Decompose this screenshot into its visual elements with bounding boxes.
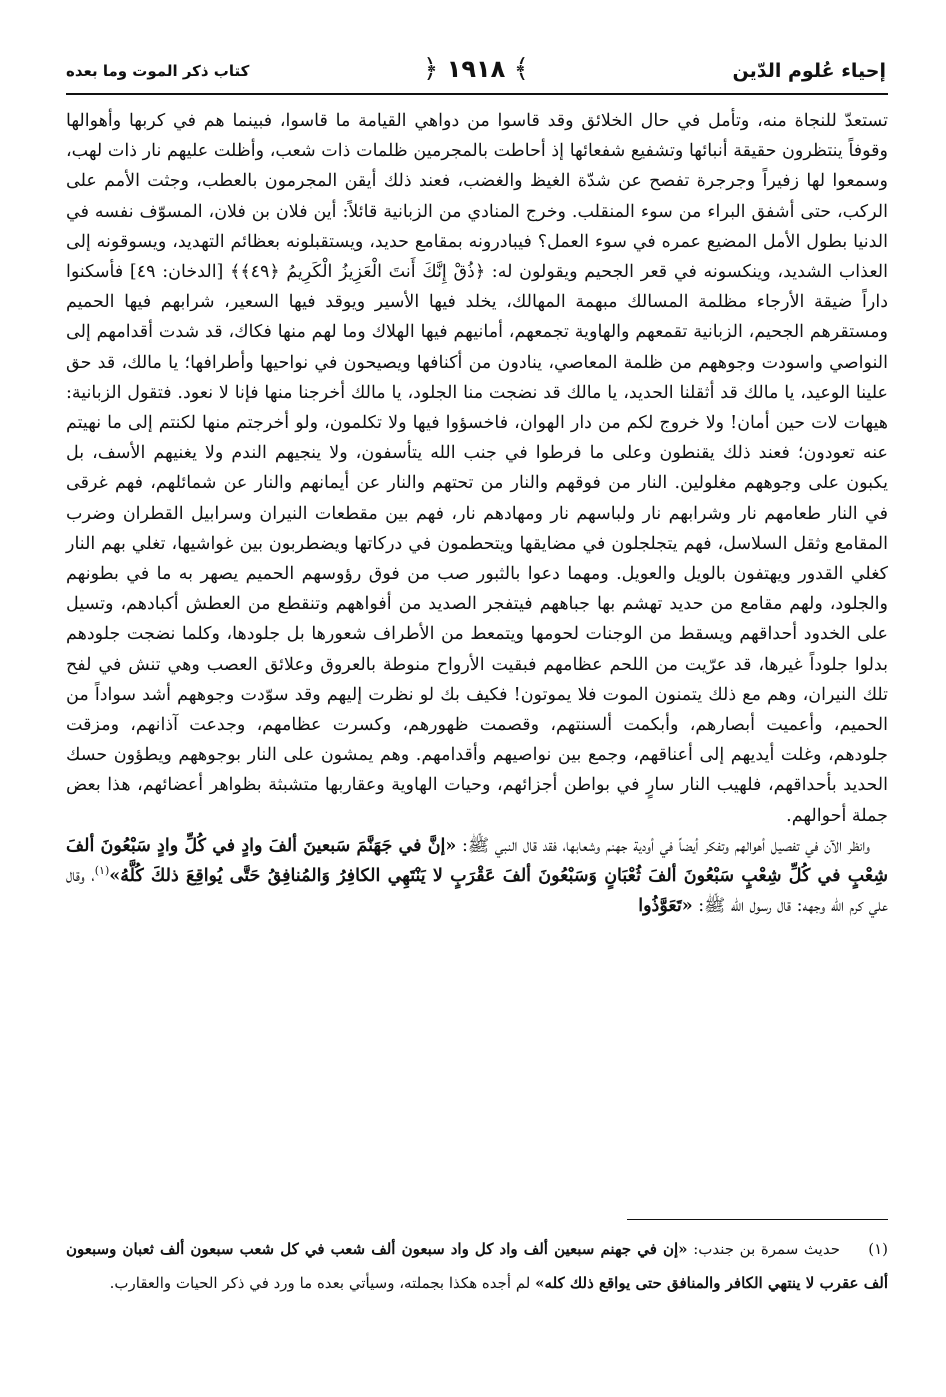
footnote-reference[interactable]: (١) bbox=[94, 864, 110, 878]
footnote-divider bbox=[627, 1219, 888, 1220]
paragraph-2 bbox=[66, 831, 888, 922]
page-number-brace-right: ﴾ bbox=[513, 54, 529, 84]
hadith-quote-start: «تَعَوَّذُوا bbox=[638, 896, 693, 917]
footnote-number: (١) bbox=[868, 1240, 888, 1258]
footnote-lead: حديث سمرة بن جندب: bbox=[687, 1240, 840, 1258]
page-number-value: ١٩١٨ bbox=[446, 55, 506, 83]
paragraph-2-continuation: ، وقال علي كرم الله وجهه: قال رسول الله ﷺ: bbox=[66, 866, 888, 917]
paragraph-1: تستعدّ للنجاة منه، وتأمل في حال الخلائق وقد قاسوا من دواهي القيامة ما قاسوا، فبينما هم في كربها وأهوالها وقوفاً ينتظرون حقيقة أنبائها وتشفيع شفعائها إذ أحاطت بالمجرمين ظلمات ذات شعب، وأظلت عليهم نار ذات لهب، وسمعوا لها زفيراً وجرجرة تفصح عن شدّة الغيظ والغضب، فعند ذلك أيقن المجرمون بالعطب، وجثت الأمم على الركب، حتى أشفق البراء من سوء المنقلب. وخرج المنادي من الزبانية قائلاً: أين فلان بن فلان، المسوّف نفسه في الدنيا بطول الأمل المضيع عمره في سوء العمل؟ فيبادرونه بمقامع حديد، ويستقبلونه بعظائم التهديد، ويسوقونه إلى العذاب الشديد، وينكسونه في قعر الجحيم ويقولون له: ﴿ذُقْ إِنَّكَ أَنتَ الْعَزِيزُ الْكَرِيمُ ﴿٤٩﴾﴾ [الدخان: ٤٩] فأسكنوا داراً ضيقة الأرجاء مظلمة المسالك مبهمة المهالك، يخلد فيها الأسير ويوقد فيها السعير، شرابهم فيها الحميم ومستقرهم الجحيم، الزبانية تقمعهم والهاوية تجمعهم، أمانيهم فيها الهلاك وما لهم منها فكاك، قد شدت أقدامهم إلى النواصي واسودت وجوههم من ظلمة المعاصي، ينادون من أكنافها ويصيحون في نواحيها وأطرافها؛ يا مالك، قد حق علينا الوعيد، يا مالك قد أثقلنا الحديد، يا مالك قد نضجت منا الجلود، يا مالك أخرجنا منها فإنا لا نعود. فتقول الزبانية: هيهات لات حين أمان! ولا خروج لكم من دار الهوان، فاخسؤوا فيها ولا تكلمون، ولو أخرجتم منها لكنتم إلى ما نهيتم عنه تعودون؛ فعند ذلك يقنطون وعلى ما فرطوا في جنب الله يتأسفون، ولا ينجيهم الندم ولا يغنيهم الأسف، بل يكبون على وجوههم مغلولين. النار من فوقهم والنار من تحتهم والنار عن أيمانهم والنار عن شمائلهم، فهم غرقى في النار طعامهم نار وشرابهم نار ولباسهم نار ومهادهم نار، فهم بين مقطعات النيران وسرابيل القطران وضرب المقامع وثقل السلاسل، فهم يتجلجلون في مضايقها ويتحطمون في دركاتها ويضطربون بين غواشيها، تغلي بهم النار كغلي القدور ويهتفون بالويل والعويل. ومهما دعوا بالثبور صب من فوق رؤوسهم الحميم يصهر به ما في بطونهم والجلود، ولهم مقامع من حديد تهشم بها جباههم فيتفجر الصديد من أفواههم وتنقطع من العطش أكبادهم، وتسيل على الخدود أحداقهم ويسقط من الوجنات لحومها ويتمعط من الأطراف شعورها بل جلودها، وكلما نضجت جلودهم بدلوا جلوداً غيرها، قد عرّيت من اللحم عظامهم فبقيت الأرواح منوطة بالعروق وعلائق العصب وهي تنش في لفح تلك النيران، وهم مع ذلك يتمنون الموت فلا يموتون! فكيف بك لو نظرت إليهم وقد سوّدت وجوههم أشد سواداً من الحميم، وأعميت أبصارهم، وأبكمت ألسنتهم، وقصمت ظهورهم، وكسرت عظامهم، وجدعت آذانهم، ومزقت جلودهم، وغلت أيديهم إلى أعناقهم، وجمع بين نواصيهم وأقدامهم. وهم يمشون على النار بوجوههم ويطؤون حسك الحديد بأحداقهم، فلهيب النار سارٍ في بواطن أجزائهم، وحيات الهاوية وعقاربها متشبثة بظواهر أعضائهم، هذا بعض جملة أحوالهم. bbox=[66, 111, 888, 826]
chapter-title: كتاب ذكر الموت وما بعده bbox=[66, 62, 250, 80]
main-text bbox=[66, 106, 888, 921]
page-header bbox=[66, 50, 886, 90]
page-number-brace-left: ﴿ bbox=[423, 54, 439, 84]
paragraph-2-intro: وانظر الآن في تفصيل أهوالهم وتفكر أيضاً في أودية جهنم وشعابها، فقد قال النبي ﷺ: bbox=[456, 835, 870, 856]
page-number bbox=[423, 54, 529, 84]
book-title: إحياء عُلوم الدّين bbox=[732, 60, 886, 82]
footnote-hadith: «إن في جهنم سبعين ألف واد كل واد سبعون ألف شعب في كل شعب سبعون ألف ثعبان وسبعون ألف عقرب لا ينتهي الكافر والمنافق حتى يواقع ذلك كله» bbox=[66, 1240, 888, 1292]
header-divider bbox=[66, 93, 888, 95]
hadith-quote: «إنَّ في جَهَنَّمَ سَبعينَ ألفَ وادٍ في كُلِّ وادٍ سَبْعُونَ ألفَ شِعْبٍ في كُلِّ شِعْبٍ سَبْعُونَ ألفَ ثُعْبَانٍ وَسَبْعُونَ ألفَ عَقْرَبٍ لا يَنْتَهِي الكافِرُ وَالمُنافِقُ حَتَّى يُواقِعَ ذلكَ كُلَّهُ» bbox=[66, 835, 889, 887]
footnote-rest: لم أجده هكذا بجملته، وسيأتي بعده ما ورد في ذكر الحيات والعقارب. bbox=[109, 1274, 536, 1292]
footnote bbox=[66, 1232, 888, 1300]
